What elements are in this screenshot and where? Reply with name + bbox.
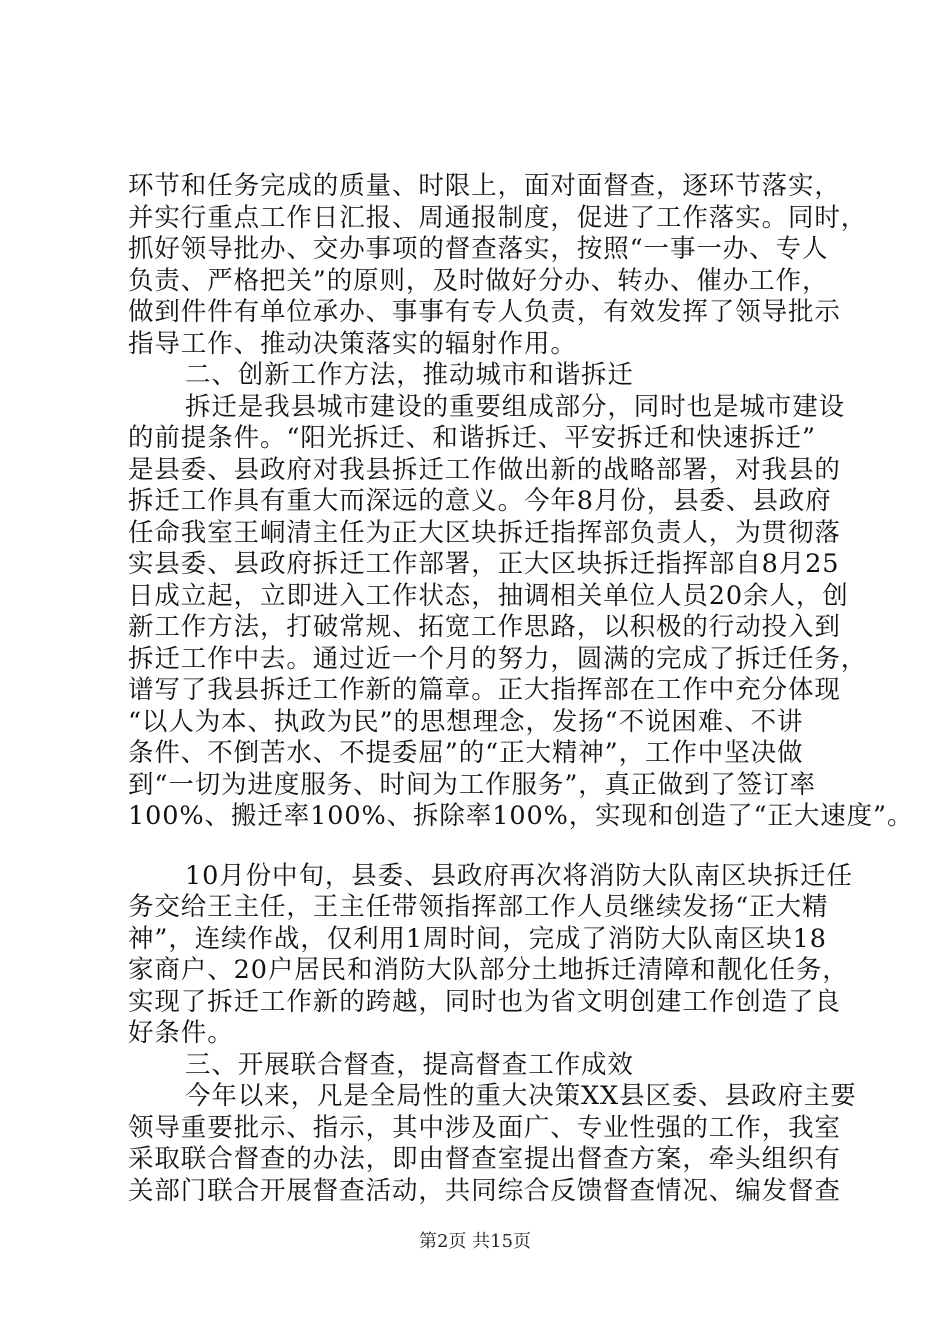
body-line: 到“一切为进度服务、时间为工作服务”，真正做到了签订率 <box>128 769 816 800</box>
body-line: 实现了拆迁工作新的跨越，同时也为省文明创建工作创造了良 <box>128 986 841 1017</box>
body-line: 拆迁工作具有重大而深远的意义。今年8月份，县委、县政府 <box>128 486 832 516</box>
body-line: 并实行重点工作日汇报、周通报制度，促进了工作落实。同时， <box>128 202 868 233</box>
body-line: 谱写了我县拆迁工作新的篇章。正大指挥部在工作中充分体现 <box>128 675 841 705</box>
body-line: 神”，连续作战，仅利用1周时间，完成了消防大队南区块18 <box>128 923 827 954</box>
body-line: 新工作方法，打破常规、拓宽工作思路，以积极的行动投入到 <box>128 612 841 642</box>
body-line: 拆迁是我县城市建设的重要组成部分，同时也是城市建设 <box>185 391 846 422</box>
section-heading: 三、开展联合督查，提高督查工作成效 <box>185 1049 634 1080</box>
body-line: 的前提条件。“阳光拆迁、和谐拆迁、平安拆迁和快速拆迁” <box>128 423 816 453</box>
body-line: 负责、严格把关”的原则，及时做好分办、转办、催办工作， <box>128 265 829 296</box>
body-line: “以人为本、执政为民”的思想理念，发扬“不说困难、不讲 <box>128 706 804 737</box>
body-line: 关部门联合开展督查活动，共同综合反馈督查情况、编发督查 <box>128 1175 841 1206</box>
section-heading: 二、创新工作方法，推动城市和谐拆迁 <box>185 360 634 390</box>
body-line: 抓好领导批办、交办事项的督查落实，按照“一事一办、专人 <box>128 234 829 264</box>
body-line: 环节和任务完成的质量、时限上，面对面督查，逐环节落实， <box>128 171 841 201</box>
body-line: 家商户、20户居民和消防大队部分土地拆迁清障和靓化任务， <box>128 955 849 986</box>
body-line: 务交给王主任，王主任带领指挥部工作人员继续发扬“正大精 <box>128 892 829 923</box>
body-line: 采取联合督查的办法，即由督查室提出督查方案，牵头组织有 <box>128 1144 841 1175</box>
body-line: 拆迁工作中去。通过近一个月的努力，圆满的完成了拆迁任务， <box>128 643 868 674</box>
body-line: 10月份中旬，县委、县政府再次将消防大队南区块拆迁任 <box>185 860 853 891</box>
body-line: 好条件。 <box>128 1018 234 1049</box>
page-footer: 第2页 共15页 <box>418 1231 532 1252</box>
body-line: 领导重要批示、指示，其中涉及面广、专业性强的工作，我室 <box>128 1112 841 1143</box>
body-line: 任命我室王峒清主任为正大区块拆迁指挥部负责人，为贯彻落 <box>128 517 841 548</box>
body-line: 今年以来，凡是全局性的重大决策XX县区委、县政府主要 <box>185 1081 857 1112</box>
body-line: 100%、搬迁率100%、拆除率100%，实现和创造了“正大速度”。 <box>128 801 914 831</box>
body-line: 实县委、县政府拆迁工作部署，正大区块拆迁指挥部自8月25 <box>128 549 840 579</box>
body-line: 指导工作、推动决策落实的辐射作用。 <box>128 328 577 359</box>
body-line: 是县委、县政府对我县拆迁工作做出新的战略部署，对我县的 <box>128 454 841 485</box>
body-line: 日成立起，立即进入工作状态，抽调相关单位人员20余人，创 <box>128 580 849 611</box>
body-line: 条件、不倒苦水、不提委屈”的“正大精神”，工作中坚决做 <box>128 738 804 768</box>
body-line: 做到件件有单位承办、事事有专人负责，有效发挥了领导批示 <box>128 297 841 327</box>
